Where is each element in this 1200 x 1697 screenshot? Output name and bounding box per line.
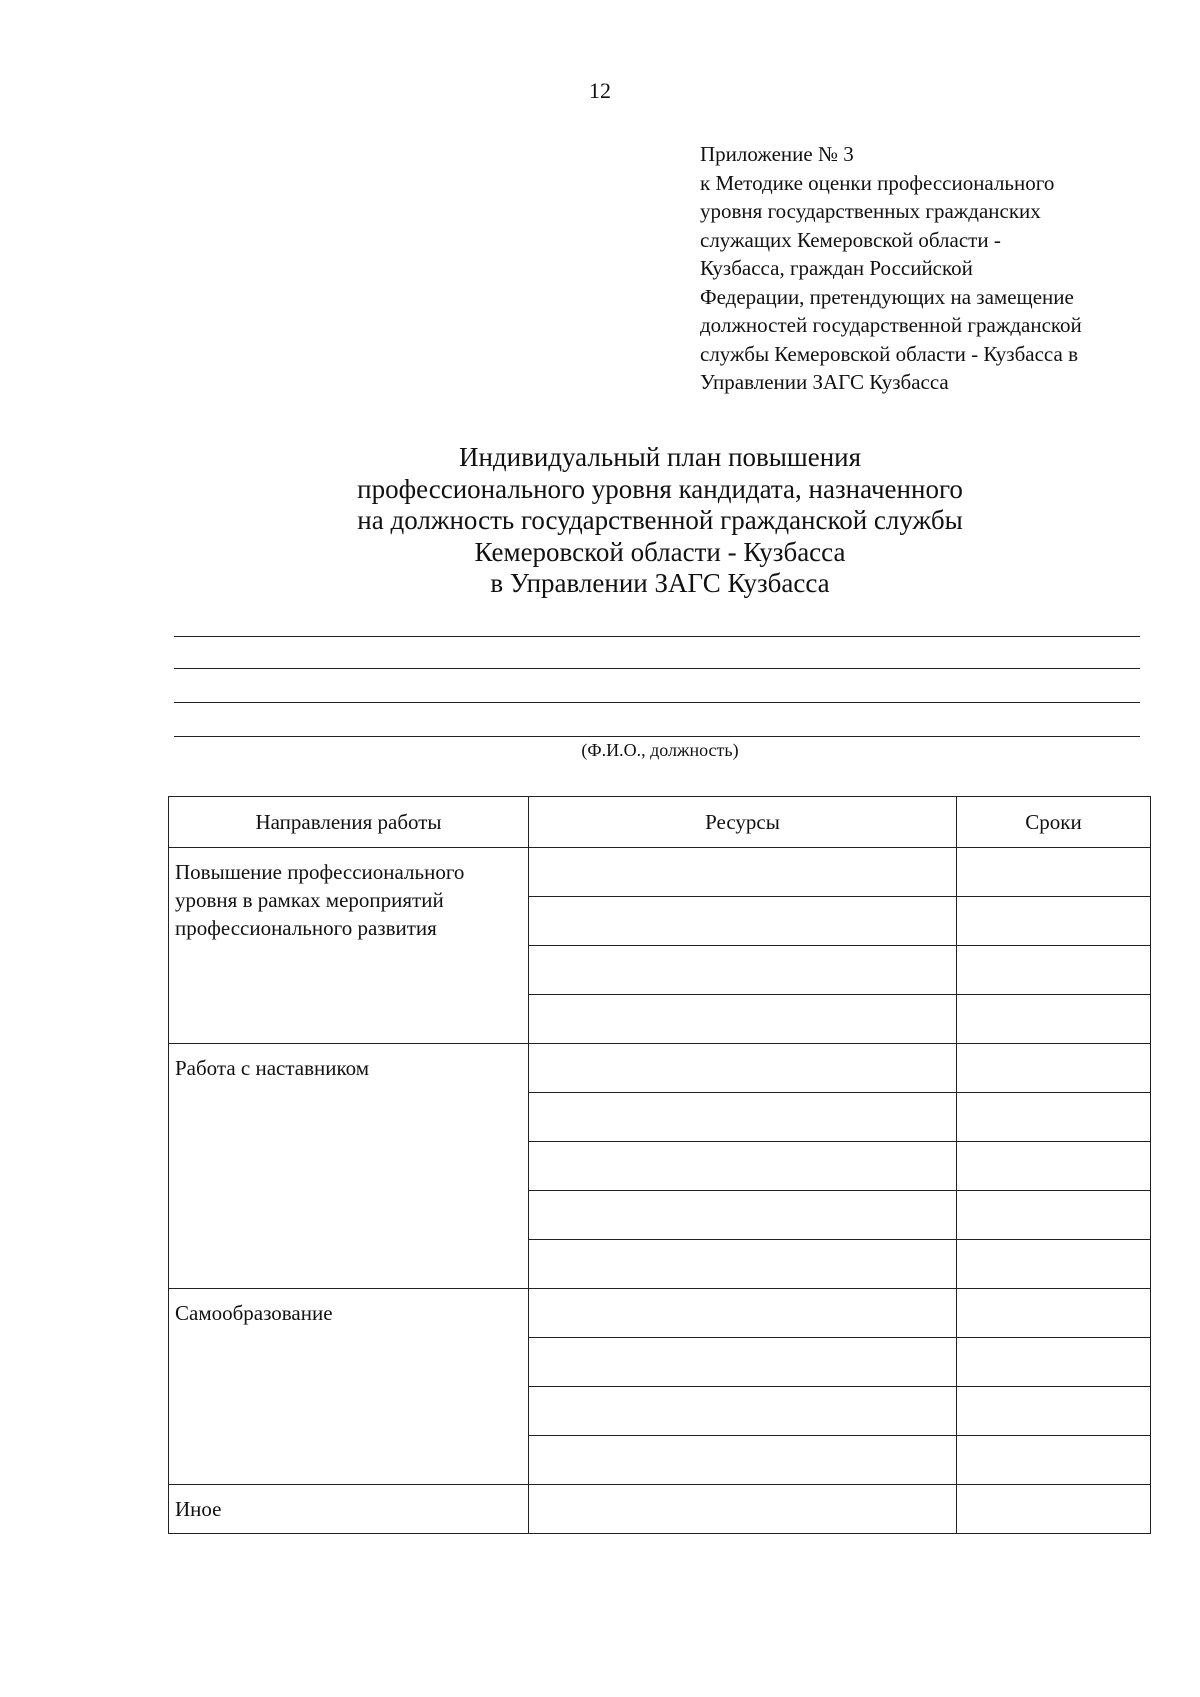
table-header-row (169, 797, 1151, 848)
deadline-cell[interactable] (957, 1338, 1151, 1387)
table-row (169, 1485, 1151, 1534)
resource-cell[interactable] (529, 1436, 957, 1485)
fio-blank-line[interactable] (174, 736, 1140, 737)
deadline-cell[interactable] (957, 946, 1151, 995)
resource-cell[interactable] (529, 1485, 957, 1534)
appendix-line: Управлении ЗАГС Кузбасса (700, 370, 949, 394)
header-deadlines: Сроки (957, 797, 1151, 848)
resource-cell[interactable] (529, 1289, 957, 1338)
table-row (169, 1289, 1151, 1338)
deadline-cell[interactable] (957, 897, 1151, 946)
fio-blank-line[interactable] (174, 668, 1140, 669)
table-row (169, 1044, 1151, 1093)
resource-cell[interactable] (529, 1142, 957, 1191)
deadline-cell[interactable] (957, 1436, 1151, 1485)
resource-cell[interactable] (529, 1093, 957, 1142)
title-line: в Управлении ЗАГС Кузбасса (490, 568, 830, 598)
resource-cell[interactable] (529, 1240, 957, 1289)
resource-cell[interactable] (529, 995, 957, 1044)
deadline-cell[interactable] (957, 1240, 1151, 1289)
resource-cell[interactable] (529, 946, 957, 995)
resource-cell[interactable] (529, 1191, 957, 1240)
resource-cell[interactable] (529, 1387, 957, 1436)
appendix-line: Федерации, претендующих на замещение (700, 284, 1074, 309)
resource-cell[interactable] (529, 1044, 957, 1093)
deadline-cell[interactable] (957, 1093, 1151, 1142)
appendix-line: Приложение № 3 (700, 142, 854, 166)
deadline-cell[interactable] (957, 1191, 1151, 1240)
appendix-line: Кузбасса, граждан Российской (700, 256, 973, 280)
deadline-cell[interactable] (957, 1142, 1151, 1191)
title-line: Индивидуальный план повышения (458, 442, 862, 472)
section-label: Иное (169, 1485, 529, 1534)
resource-cell[interactable] (529, 897, 957, 946)
appendix-line: к Методике оценки профессионального (700, 170, 1055, 195)
appendix-line: службы Кемеровской области - Кузбасса в (700, 341, 1078, 366)
plan-table (168, 796, 1151, 1534)
fio-caption: (Ф.И.О., должность) (581, 740, 739, 760)
appendix-line: служащих Кемеровской области - (700, 227, 1001, 252)
title-line: на должность государственной гражданской службы (357, 505, 963, 535)
deadline-cell[interactable] (957, 995, 1151, 1044)
appendix-line: уровня государственных гражданских (700, 199, 1041, 223)
table-row (169, 848, 1151, 897)
resource-cell[interactable] (529, 848, 957, 897)
appendix-line: должностей государственной гражданской (700, 313, 1082, 337)
deadline-cell[interactable] (957, 1289, 1151, 1338)
deadline-cell[interactable] (957, 1387, 1151, 1436)
deadline-cell[interactable] (957, 1485, 1151, 1534)
deadline-cell[interactable] (957, 848, 1151, 897)
page-number: 12 (589, 78, 611, 103)
section-label: Повышение профессионального уровня в рамках мероприятий профессионального развития (169, 848, 529, 1044)
title-line: профессионального уровня кандидата, назначенного (357, 473, 963, 504)
section-label: Работа с наставником (169, 1044, 529, 1289)
header-resources: Ресурсы (529, 797, 957, 848)
fio-blank-line[interactable] (174, 636, 1140, 637)
appendix-note (700, 140, 1170, 397)
deadline-cell[interactable] (957, 1044, 1151, 1093)
fio-blank-line[interactable] (174, 702, 1140, 703)
header-directions: Направления работы (169, 797, 529, 848)
section-label: Самообразование (169, 1289, 529, 1485)
title-line: Кемеровской области - Кузбасса (474, 536, 846, 567)
document-title (0, 442, 1200, 600)
resource-cell[interactable] (529, 1338, 957, 1387)
